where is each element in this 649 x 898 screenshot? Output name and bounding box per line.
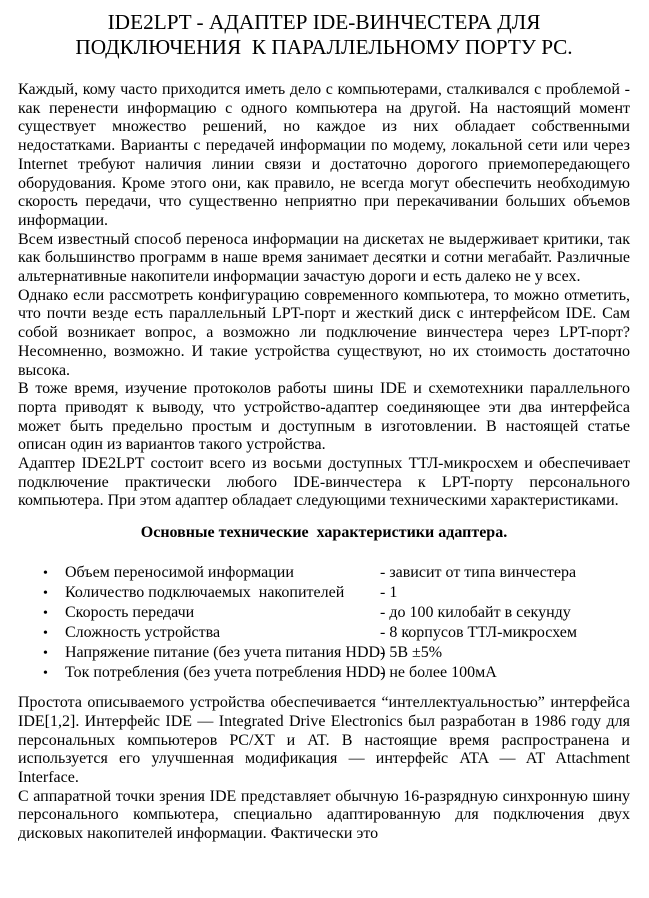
bullet-icon: • (43, 666, 48, 682)
paragraph-transfer-problem: Каждый, кому часто приходится иметь дело с компьютерами, сталкивался с проблемой - как перенести информацию с одного компьютера на другой. На настоящий момент существует множество решений, но каждое из них обладает собственными недостатками. Варианты с передачей информации по модему, локальной сети или через Internet требуют наличия линии связи и достаточно дорогого приемопередающего оборудования. Кроме этого они, как правило, не всегда могут обеспечить необходимую скорость передачи, что существенно неприятно при перекачивании больших объемов информации. (18, 81, 630, 229)
specs-list (18, 563, 630, 683)
document-title (18, 10, 630, 60)
spec-row-current (18, 663, 630, 683)
spec-value: - зависит от типа винчестера (380, 564, 577, 582)
spec-label: Объем переносимой информации (65, 564, 294, 582)
body-section (18, 694, 630, 844)
paragraph-floppy-critique: Всем известный способ переноса информации на дискетах не выдерживает критики, так как большинство программ в наше время занимает десятки и сотни мегабайт. Различные альтернативные накопители информации зачастую дороги и есть далеко не у всех. (18, 230, 630, 286)
bullet-icon: • (43, 626, 48, 642)
bullet-icon: • (43, 606, 48, 622)
paragraph-ide-history: Простота описываемого устройства обеспечивается “интеллектуальностью” интерфейса IDE[1,2]. Интерфейс IDE — Integrated Drive Electronics был разработан в 1986 году для персональных компьютеров PC/XT и AT. В настоящие время распространена и используется его улучшенная модификация — интерфейс ATA — AT Attachment Interface. (18, 694, 630, 786)
spec-value: - 5В ±5% (380, 644, 443, 662)
bullet-icon: • (43, 586, 48, 602)
paragraph-ide-hardware: С аппаратной точки зрения IDE представляет обычную 16-разрядную синхронную шину персонального компьютера, специально адаптированную для подключения двух дисковых накопителей информации. Фактически это (18, 787, 630, 843)
spec-row-complexity (18, 623, 630, 643)
document-title-line1: IDE2LPT - АДАПТЕР IDE-ВИНЧЕСТЕРА ДЛЯ (107, 10, 541, 34)
section-heading-specs: Основные технические характеристики адаптера. (140, 524, 508, 542)
spec-value: - до 100 килобайт в секунду (380, 604, 571, 622)
spec-label: Сложность устройства (65, 624, 221, 642)
spec-row-volume (18, 563, 630, 583)
spec-row-voltage (18, 643, 630, 663)
paragraph-adapter-summary: Адаптер IDE2LPT состоит всего из восьми доступных ТТЛ-микросхем и обеспечивает подключение практически любого IDE-винчестера к LPT-порту персонального компьютера. При этом адаптер обладает следующими техническими характеристиками. (18, 455, 630, 510)
spec-value: - 8 корпусов ТТЛ-микросхем (380, 624, 578, 642)
bullet-icon: • (43, 566, 48, 582)
spec-label: Скорость передачи (65, 604, 195, 622)
spec-label: Напряжение питание (без учета питания HDD) (65, 644, 386, 662)
spec-value: - не более 100мА (380, 664, 497, 682)
paragraph-adapter-idea: В тоже время, изучение протоколов работы шины IDE и схемотехники параллельного порта приводят к выводу, что устройство-адаптер соединяющее эти два интерфейса может быть предельно простым и доступным в изготовлении. В настоящей статье описан один из вариантов такого устройства. (18, 380, 630, 454)
intro-section (18, 81, 630, 511)
spec-row-speed (18, 603, 630, 623)
document-title-line2: ПОДКЛЮЧЕНИЯ К ПАРАЛЛЕЛЬНОМУ ПОРТУ PC. (75, 35, 573, 59)
spec-label: Ток потребления (без учета потребления HDD) (65, 664, 386, 682)
spec-value: - 1 (380, 584, 398, 602)
spec-row-drive-count (18, 583, 630, 603)
paragraph-lpt-ide-question: Однако если рассмотреть конфигурацию современного компьютера, то можно отметить, что почти везде есть параллельный LPT-порт и жесткий диск с интерфейсом IDE. Сам собой возникает вопрос, а возможно ли подключение винчестера через LPT-порт? Несомненно, возможно. И такие устройства существуют, но их стоимость достаточно высока. (18, 286, 630, 379)
spec-label: Количество подключаемых накопителей (65, 584, 345, 602)
bullet-icon: • (43, 646, 48, 662)
